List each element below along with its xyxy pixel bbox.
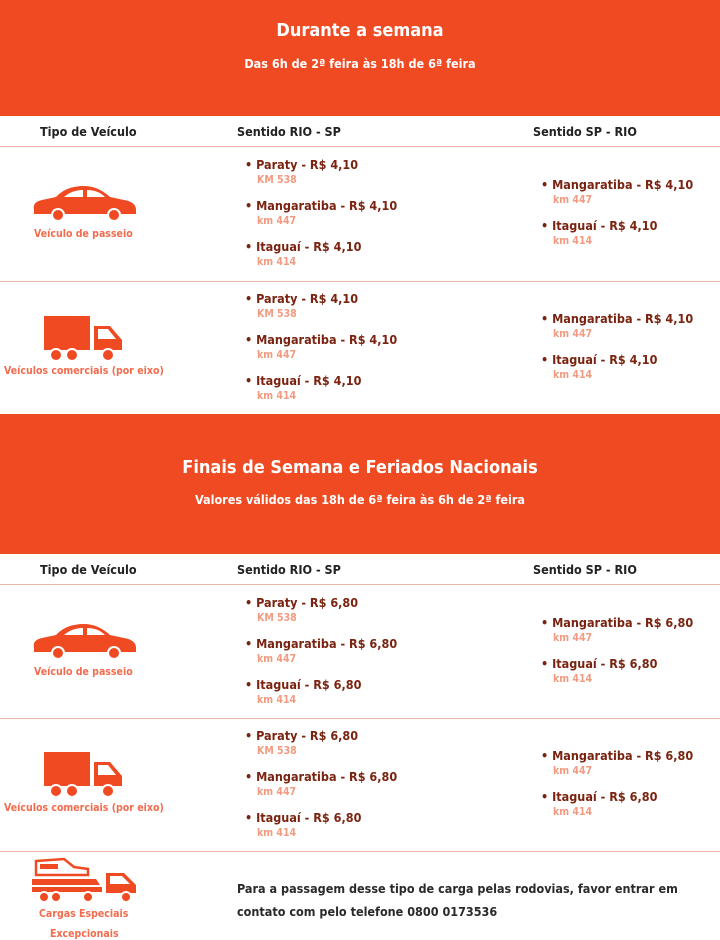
- vehicle-label-truck: Veículos comerciais (por eixo): [4, 802, 164, 814]
- list-item: • Mangaratiba - R$ 4,10 km 447: [245, 329, 397, 348]
- divider: [0, 146, 720, 147]
- list-item: • Itaguaí - R$ 6,80 km 414: [541, 786, 657, 805]
- list-item: • Mangaratiba - R$ 6,80 km 447: [245, 766, 397, 785]
- vehicle-label-car: Veículo de passeio: [34, 228, 133, 240]
- list-item: • Paraty - R$ 6,80 KM 538: [245, 592, 358, 611]
- list-item: • Itaguaí - R$ 4,10 km 414: [245, 236, 361, 255]
- header-vehicle-type: Tipo de Veículo: [40, 124, 137, 139]
- weekend-title: Finais de Semana e Feriados Nacionais: [182, 457, 538, 478]
- special-cargo-label-line2: Excepcionais: [50, 928, 119, 940]
- list-item: • Itaguaí - R$ 4,10 km 414: [541, 349, 657, 368]
- vehicle-label-truck: Veículos comerciais (por eixo): [4, 365, 164, 377]
- special-cargo-instructions: Para a passagem desse tipo de carga pelas rodovias, favor entrar em contato com pelo telefone 0800 0173536: [237, 881, 678, 919]
- header-vehicle-type: Tipo de Veículo: [40, 562, 137, 577]
- divider: [0, 584, 720, 585]
- list-item: • Itaguaí - R$ 6,80 km 414: [245, 807, 361, 826]
- truck-icon: [42, 750, 126, 798]
- list-item: • Itaguaí - R$ 4,10 km 414: [541, 215, 657, 234]
- list-item: • Mangaratiba - R$ 6,80 km 447: [245, 633, 397, 652]
- weekend-subtitle: Valores válidos das 18h de 6ª feira às 6h de 2ª feira: [195, 492, 525, 507]
- special-cargo-label-line1: Cargas Especiais: [39, 908, 129, 920]
- header-sp-rio: Sentido SP - RIO: [533, 124, 637, 139]
- weekend-banner: [0, 414, 720, 554]
- vehicle-label-car: Veículo de passeio: [34, 666, 133, 678]
- list-item: • Itaguaí - R$ 4,10 km 414: [245, 370, 361, 389]
- list-item: • Mangaratiba - R$ 4,10 km 447: [541, 308, 693, 327]
- list-item: • Paraty - R$ 4,10 KM 538: [245, 154, 358, 173]
- special-cargo-icon: [30, 855, 140, 905]
- truck-icon: [42, 314, 126, 362]
- list-item: • Itaguaí - R$ 6,80 km 414: [541, 653, 657, 672]
- weekday-banner: [0, 0, 720, 116]
- weekday-car-cell: [28, 180, 140, 240]
- divider: [0, 281, 720, 282]
- car-icon: [28, 180, 140, 224]
- list-item: • Mangaratiba - R$ 4,10 km 447: [541, 174, 693, 193]
- divider: [0, 718, 720, 719]
- special-cargo-cell: [0, 855, 170, 940]
- header-rio-sp: Sentido RIO - SP: [237, 124, 341, 139]
- car-icon: [28, 618, 140, 662]
- weekday-subtitle: Das 6h de 2ª feira às 18h de 6ª feira: [244, 56, 476, 71]
- weekday-header-row: [0, 118, 720, 146]
- list-item: • Mangaratiba - R$ 4,10 km 447: [245, 195, 397, 214]
- list-item: • Paraty - R$ 6,80 KM 538: [245, 725, 358, 744]
- list-item: • Mangaratiba - R$ 6,80 km 447: [541, 612, 693, 631]
- weekday-title: Durante a semana: [276, 20, 444, 41]
- list-item: • Mangaratiba - R$ 6,80 km 447: [541, 745, 693, 764]
- header-rio-sp: Sentido RIO - SP: [237, 562, 341, 577]
- header-sp-rio: Sentido SP - RIO: [533, 562, 637, 577]
- weekend-header-row: [0, 556, 720, 584]
- divider: [0, 851, 720, 852]
- weekend-car-cell: [28, 618, 140, 678]
- list-item: • Paraty - R$ 4,10 KM 538: [245, 288, 358, 307]
- list-item: • Itaguaí - R$ 6,80 km 414: [245, 674, 361, 693]
